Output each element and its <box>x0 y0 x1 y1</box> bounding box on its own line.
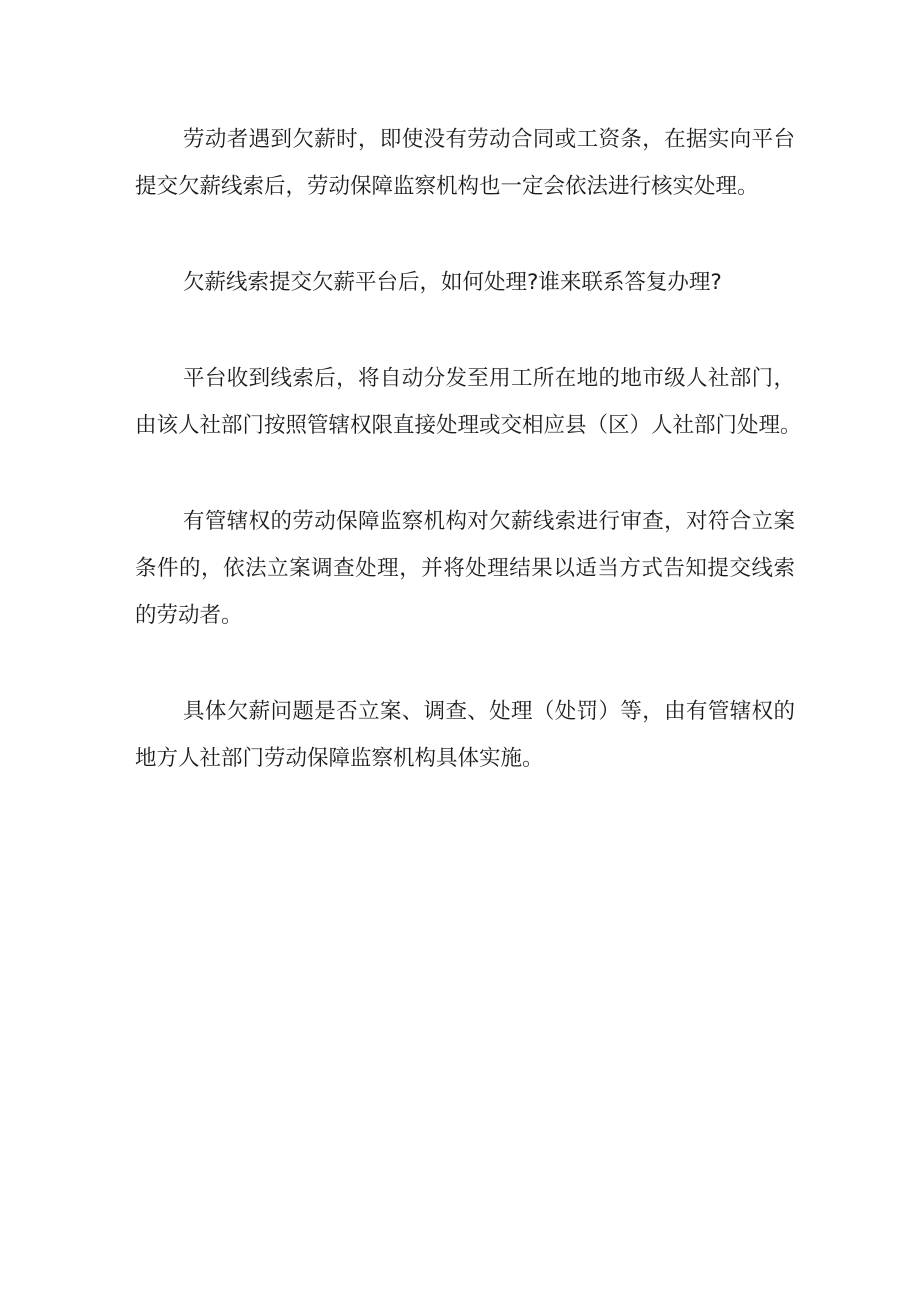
paragraph-spacer <box>135 210 795 259</box>
paragraph-line: 劳动者遇到欠薪时，即使没有劳动合同或工资条，在据实向平台 <box>183 127 795 152</box>
paragraph-line: 提交欠薪线索后，劳动保障监察机构也一定会依法进行核实处理。 <box>135 174 759 199</box>
paragraph-1 <box>135 116 795 210</box>
paragraph-spacer <box>135 639 795 688</box>
paragraph-line: 由该人社部门按照管辖权限直接处理或交相应县（区）人社部门处理。 <box>135 413 802 438</box>
paragraph-4 <box>135 498 795 639</box>
paragraph-line: 具体欠薪问题是否立案、调查、处理（处罚）等，由有管辖权的 <box>183 699 795 724</box>
paragraph-line: 有管辖权的劳动保障监察机构对欠薪线索进行审查，对符合立案 <box>183 509 795 534</box>
paragraph-line: 平台收到线索后，将自动分发至用工所在地的地市级人社部门， <box>183 366 795 391</box>
paragraph-5 <box>135 688 795 782</box>
paragraph-line: 的劳动者。 <box>135 603 243 628</box>
paragraph-line: 条件的，依法立案调查处理，并将处理结果以适当方式告知提交线索 <box>135 556 795 581</box>
paragraph-line: 地方人社部门劳动保障监察机构具体实施。 <box>135 746 544 771</box>
paragraph-2 <box>135 259 795 306</box>
paragraph-spacer <box>135 306 795 355</box>
document-body <box>135 116 802 782</box>
paragraph-line: 欠薪线索提交欠薪平台后，如何处理?谁来联系答复办理? <box>183 270 722 295</box>
paragraph-spacer <box>135 449 795 498</box>
paragraph-3 <box>135 355 802 449</box>
